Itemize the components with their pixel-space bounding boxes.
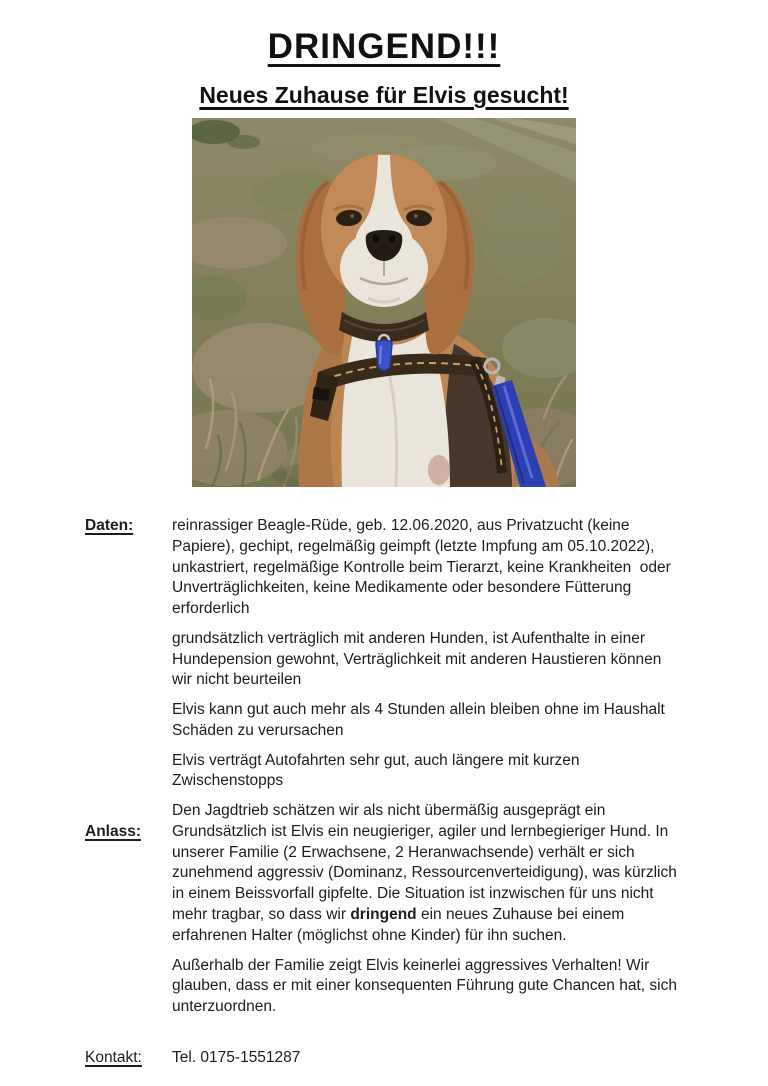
kontakt-phone: Tel. 0175-1551287 [172,1048,301,1066]
daten-paragraph-3: Elvis kann gut auch mehr als 4 Stunden allein bleiben ohne im Haushalt Schäden zu verursachen [172,701,670,739]
kontakt-label: Kontakt: [85,1048,142,1066]
section-kontakt [85,1048,684,1069]
section-anlass [85,822,684,1018]
dog-tag [376,340,392,370]
anlass-text-pre: Grundsätzlich ist Elvis ein neugieriger, agiler und lernbegieriger Hund. In unserer Familie (2 Erwachsene, 2 Heranwachsende) verhält er sich zunehmend aggressiv (Dominanz, Ressourcenverteidigung), was kürzlich in einem Beissvorfall gipfelte. Die Situation ist inzwischen für uns nicht mehr tragbar, so dass wir [172,822,682,924]
anlass-paragraph-1 [172,822,684,947]
page-subtitle: Neues Zuhause für Elvis gesucht! [199,82,569,108]
daten-paragraph-1: reinrassiger Beagle-Rüde, geb. 12.06.2020, aus Privatzucht (keine Papiere), gechipt, regelmäßig geimpft (letzte Impfung am 05.10.2022), unkastriert, regelmäßige Kontrolle beim Tierarzt, keine Krankheiten oder Unverträglichkeiten, keine Medikamente oder besondere Fütterung erforderlich [172,517,676,618]
dog-photo [192,118,576,487]
anlass-label: Anlass: [85,822,141,840]
flyer-body [0,516,768,1069]
daten-paragraph-4: Elvis verträgt Autofahrten sehr gut, auch längere mit kurzen Zwischenstopps [172,751,584,790]
daten-paragraphs [172,516,684,822]
section-daten [85,516,684,822]
anlass-paragraph-2: Außerhalb der Familie zeigt Elvis keinerlei aggressives Verhalten! Wir glauben, dass er mit einer konsequenten Führung gute Chancen hat, sich unterzuordnen. [172,956,682,1016]
daten-paragraph-5: Den Jagdtrieb schätzen wir als nicht übermäßig ausgeprägt ein [172,802,606,820]
anlass-text-post: ein neues Zuhause bei einem erfahrenen Halter (möglichst ohne Kinder) für ihn suchen. [172,906,629,944]
page-title: DRINGEND!!! [267,27,501,66]
anlass-text-bold: dringend [350,906,417,924]
daten-paragraph-2: grundsätzlich verträglich mit anderen Hunden, ist Aufenthalte in einer Hundepension gewohnt, Verträglichkeit mit anderen Haustieren können wir nicht beurteilen [172,629,666,689]
dog-paw [428,455,450,485]
daten-label: Daten: [85,517,134,534]
kontakt-paragraphs [172,1048,684,1069]
anlass-paragraphs [172,822,684,1018]
beagle-illustration [192,118,576,487]
